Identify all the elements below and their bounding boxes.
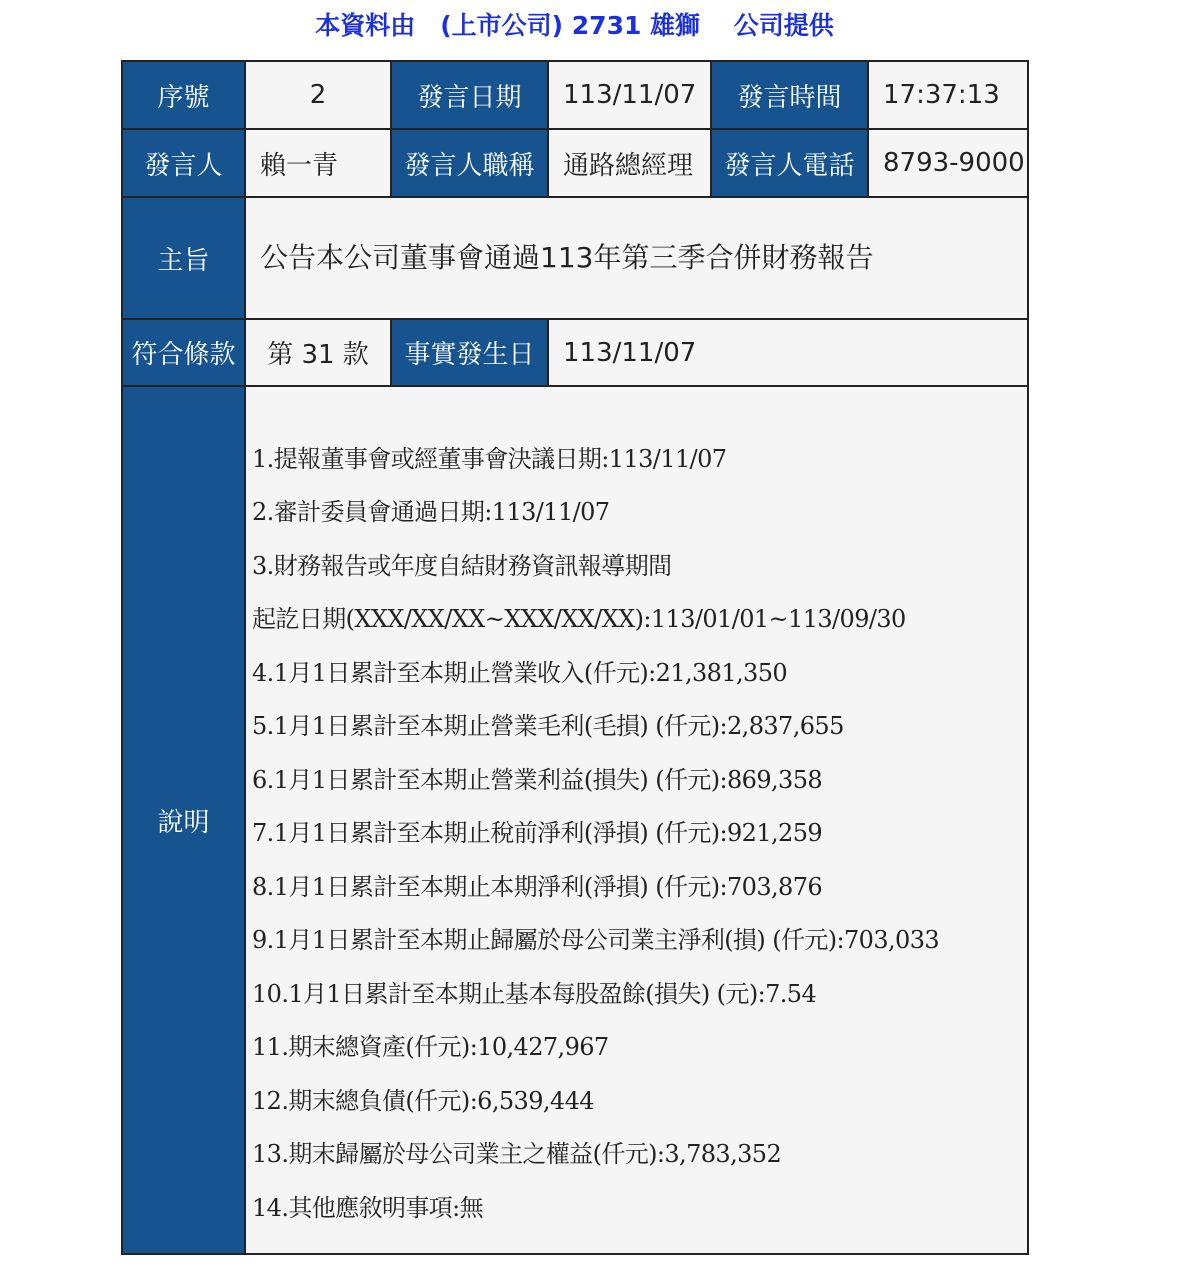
- fact-date-value: 113/11/07: [548, 319, 1028, 386]
- speaker-phone-label: 發言人電話: [711, 129, 868, 197]
- time-value: 17:37:13: [868, 61, 1028, 129]
- announcement-table: [121, 60, 1029, 1255]
- description-line: 10.1月1日累計至本期止基本每股盈餘(損失) (元):7.54: [252, 979, 817, 1008]
- description-line: 起訖日期(XXX/XX/XX~XXX/XX/XX):113/01/01~113/09/30: [252, 605, 906, 634]
- subject-label: 主旨: [122, 197, 245, 319]
- description-line: 7.1月1日累計至本期止稅前淨利(淨損) (仟元):921,259: [252, 819, 823, 848]
- description-line: 13.期末歸屬於母公司業主之權益(仟元):3,783,352: [252, 1140, 782, 1169]
- row-speaker: [122, 129, 1028, 197]
- description-line: 5.1月1日累計至本期止營業毛利(毛損) (仟元):2,837,655: [252, 712, 844, 741]
- description-line: 12.期末總負債(仟元):6,539,444: [252, 1086, 594, 1115]
- description-content: [245, 386, 1028, 1254]
- description-line: 3.財務報告或年度自結財務資訊報導期間: [252, 551, 672, 580]
- speaker-title-value: 通路總經理: [548, 129, 711, 197]
- description-line: 6.1月1日累計至本期止營業利益(損失) (仟元):869,358: [252, 765, 823, 794]
- time-label: 發言時間: [711, 61, 868, 129]
- page-header: 本資料由 (上市公司) 2731 雄獅 公司提供: [315, 11, 834, 40]
- description-line: 2.審計委員會通過日期:113/11/07: [252, 498, 610, 527]
- speaker-label: 發言人: [122, 129, 245, 197]
- row-basic-info: [122, 61, 1028, 129]
- description-line: 14.其他應敘明事項:無: [252, 1193, 484, 1222]
- speaker-phone-value: 8793-9000: [868, 129, 1028, 197]
- seq-value: 2: [245, 61, 391, 129]
- description-line: 11.期末總資產(仟元):10,427,967: [252, 1033, 609, 1062]
- description-label: 說明: [122, 386, 245, 1254]
- speaker-value: 賴一青: [245, 129, 391, 197]
- clause-label: 符合條款: [122, 319, 245, 386]
- seq-label: 序號: [122, 61, 245, 129]
- subject-value: 公告本公司董事會通過113年第三季合併財務報告: [245, 197, 1028, 319]
- speaker-title-label: 發言人職稱: [391, 129, 548, 197]
- description-line: 1.提報董事會或經董事會決議日期:113/11/07: [252, 444, 727, 473]
- date-value: 113/11/07: [548, 61, 711, 129]
- fact-date-label: 事實發生日: [391, 319, 548, 386]
- date-label: 發言日期: [391, 61, 548, 129]
- clause-value: 第 31 款: [245, 319, 391, 386]
- row-clause: [122, 319, 1028, 386]
- description-line: 9.1月1日累計至本期止歸屬於母公司業主淨利(損) (仟元):703,033: [252, 926, 940, 955]
- description-line: 4.1月1日累計至本期止營業收入(仟元):21,381,350: [252, 658, 788, 687]
- row-subject: [122, 197, 1028, 319]
- description-line: 8.1月1日累計至本期止本期淨利(淨損) (仟元):703,876: [252, 872, 823, 901]
- row-description: [122, 386, 1028, 1254]
